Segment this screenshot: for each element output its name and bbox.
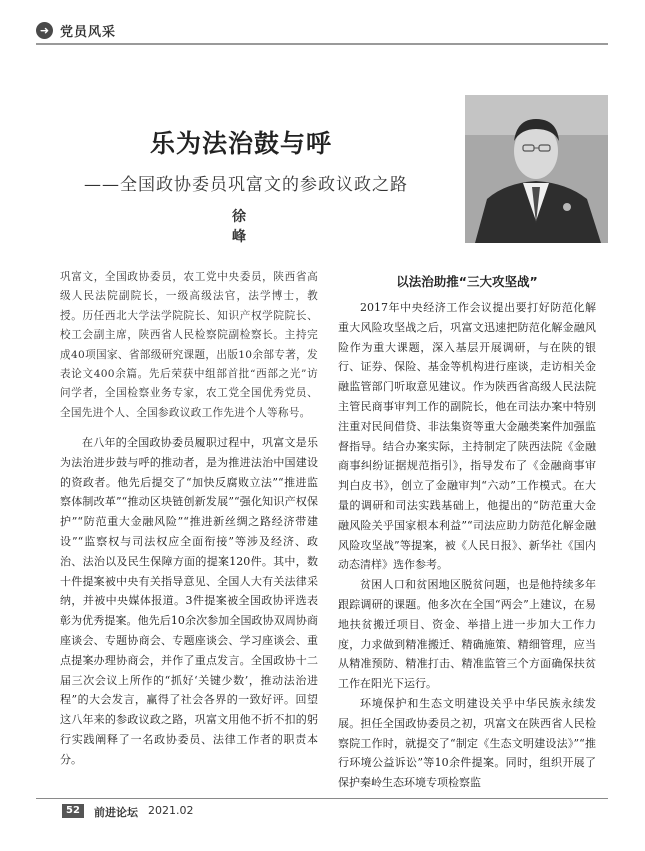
right-paragraph: 贫困人口和贫困地区脱贫问题，也是他持续多年跟踪调研的课题。他多次在全国“两会”上建议，在易地扶贫搬迁项目、资金、举措上进一步加大工作力度，力求做到精准搬迁、精确施策、精细管理，应当从精准预防、精准打击、精准监管三个方面确保扶贫工作在阳光下运行。: [338, 578, 596, 691]
right-paragraph: 环境保护和生态文明建设关乎中华民族永续发展。担任全国政协委员之初，巩富文在陕西省人民检察院工作时，就提交了“制定《生态文明建设法》”“推行环境公益诉讼”等10余件提案。同时，组织开展了保护秦岭生态环境专项检察监: [338, 696, 596, 790]
issue-number: 2021.02: [148, 804, 194, 817]
section-heading: 以法治助推“三大攻坚战”: [396, 274, 538, 289]
article-subtitle: ——全国政协委员巩富文的参政议政之路: [84, 175, 408, 195]
page-header: [36, 20, 608, 44]
right-column: [338, 298, 596, 793]
left-paragraph: 在八年的全国政协委员履职过程中，巩富文是乐为法治进步鼓与呼的推动者，是为推进法治中国建设的资政者。他先后提交了“加快反腐败立法”“推进监察体制改革”“推动区块链创新发展”“强化知识产权保护”“防范重大金融风险”“推进新丝绸之路经济带建设”“监察权与司法权应全面衔接”等涉及经济、政治、法治以及民生保障方面的提案120件。其中，数十件提案被中央有关指导意见、全国人大有关法律采纳，并被中央媒体报道。3件提案被全国政协评选表彰为优秀提案。他先后10余次参加全国政协双周协商座谈会、专题协商会、专题座谈会、学习座谈会、重点提案办理协商会，并作了重点发言。全国政协十二届三次会议上所作的“抓好‘关键少数’，推动法治进程”的大会发言，赢得了社会各界的一致好评。回望这八年来的参政议政之路，巩富文用他不折不扣的躬行实践阐释了一名政协委员、法律工作者的职责本分。: [60, 436, 318, 766]
portrait-photo: [465, 95, 608, 243]
article-author: 徐 峰: [232, 209, 276, 245]
right-paragraph: 2017年中央经济工作会议提出要打好防范化解重大风险攻坚战之后，巩富文迅速把防范化解金融风险作为重大课题，深入基层开展调研，与在陕的银行、证券、保险、基金等机构进行座谈，走访相关金融监管部门听取意见建议。作为陕西省高级人民法院主管民商事审判工作的副院长，他在司法办案中特别注重对民间借贷、非法集资等重大金融类案件加强监督指导。结合办案实际，主持制定了陕西法院《金融商事纠纷证据规范指引》，指导发布了《金融商事审判白皮书》，创立了金融审判“六动”工作模式。在大量的调研和司法实践基础上，他提出的“防范重大金融风险关乎国家根本利益”“司法应助力防范化解金融风险攻坚战”等提案，被《人民日报》、新华社《国内动态清样》选作参考。: [338, 301, 596, 572]
magazine-name: 前进论坛: [94, 806, 138, 819]
header-rule: [36, 43, 608, 45]
author-bio: 巩富文，全国政协委员，农工党中央委员，陕西省高级人民法院副院长，一级高级法官，法学博士，教授。历任西北大学法学院院长、知识产权学院院长、校工会副主席，陕西省人民检察院副检察长。主持完成40项国家、省部级研究课题，出版10余部专著，发表论文400余篇。先后荣获中组部首批“西部之光”访问学者，全国检察业务专家，农工党全国优秀党员、全国先进个人、全国参政议政工作先进个人等称号。: [60, 271, 318, 419]
page-footer: [36, 798, 608, 820]
page-number: 52: [62, 804, 84, 818]
left-column: [60, 433, 318, 770]
footer-rule: [36, 798, 608, 799]
article-title: 乐为法治鼓与呼: [150, 129, 333, 158]
arrow-right-icon: ➜: [36, 22, 53, 39]
section-label: 党员风采: [60, 25, 117, 40]
